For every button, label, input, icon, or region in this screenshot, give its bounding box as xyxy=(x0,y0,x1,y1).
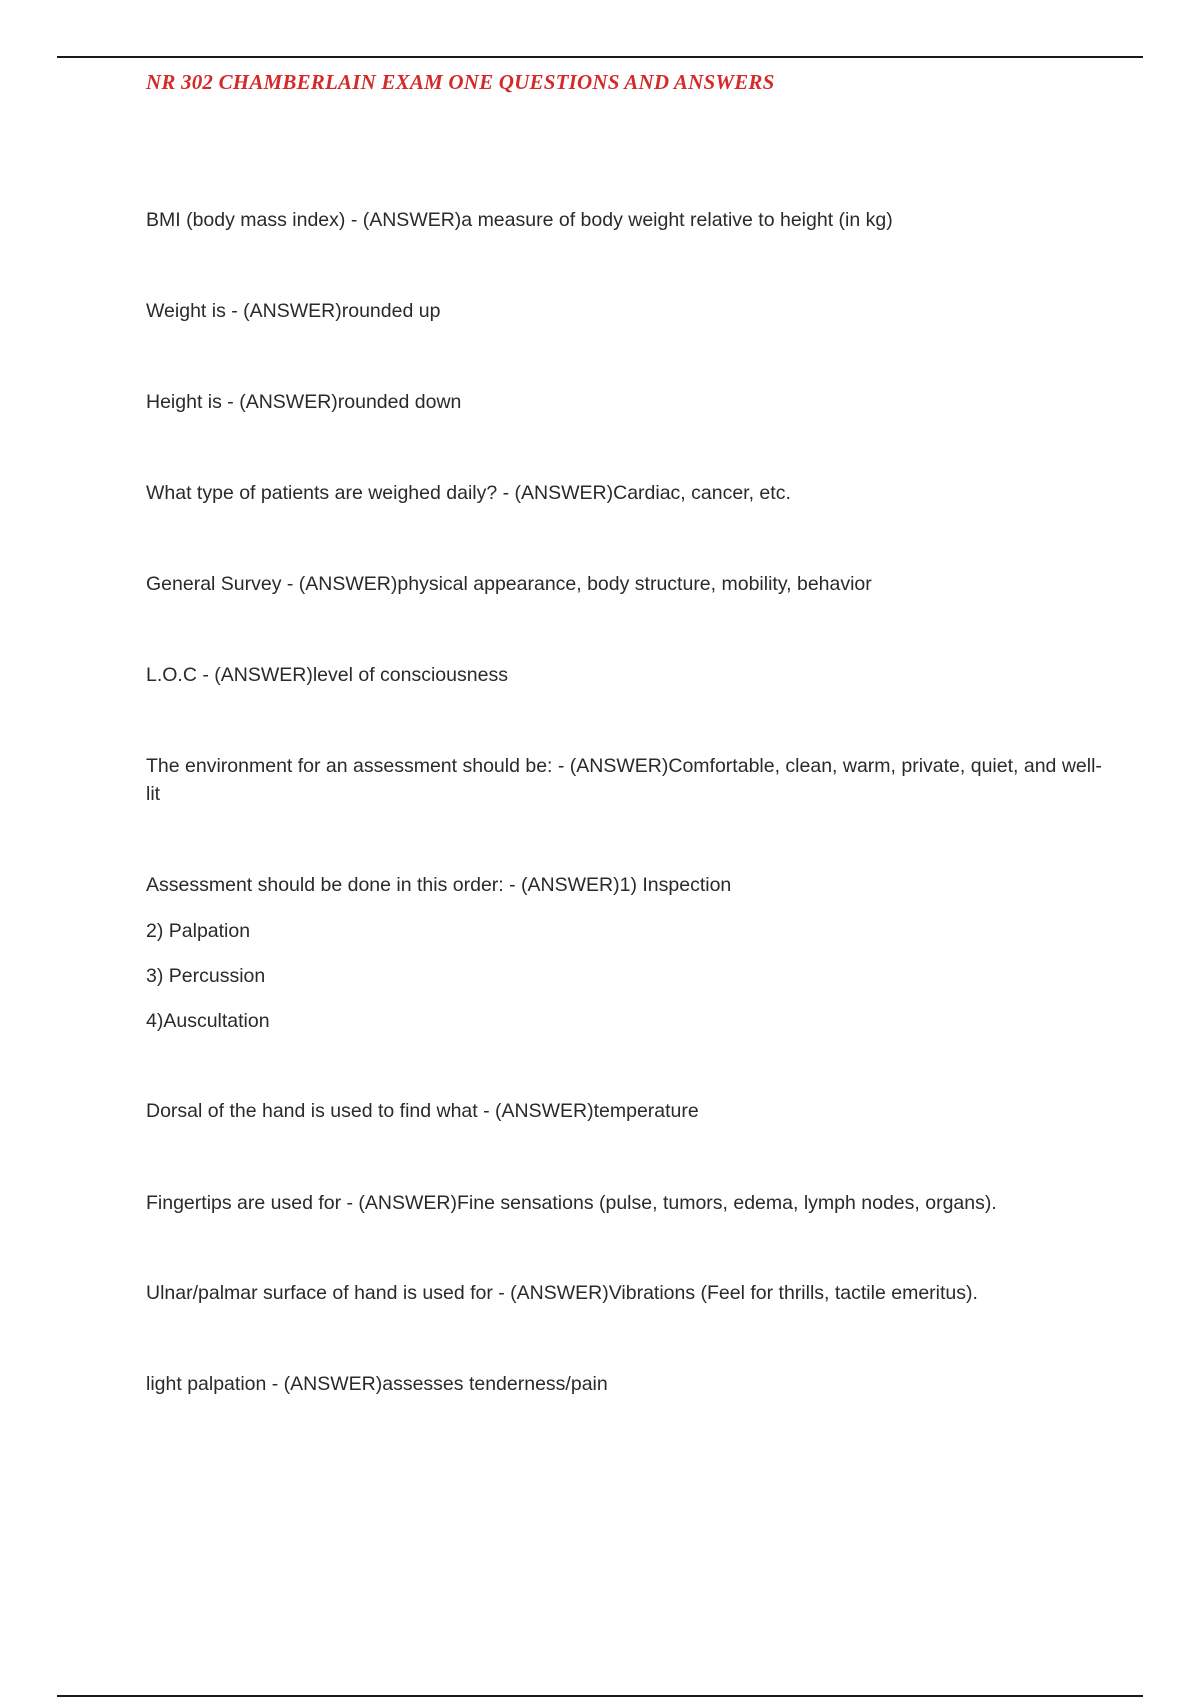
top-rule xyxy=(57,56,1143,58)
qa-entry-light-palpation: light palpation - (ANSWER)assesses tenderness/pain xyxy=(146,1373,608,1395)
qa-entry-height: Height is - (ANSWER)rounded down xyxy=(146,391,462,413)
qa-entry-ulnar-palmar: Ulnar/palmar surface of hand is used for - (ANSWER)Vibrations (Feel for thrills, tactile emeritus). xyxy=(146,1282,978,1304)
qa-entry-dorsal-hand: Dorsal of the hand is used to find what - (ANSWER)temperature xyxy=(146,1100,699,1122)
qa-entry-order-palpation: 2) Palpation xyxy=(146,920,251,942)
qa-entry-general-survey: General Survey - (ANSWER)physical appearance, body structure, mobility, behavior xyxy=(146,573,872,595)
qa-entry-assessment-order: Assessment should be done in this order: - (ANSWER)1) Inspection xyxy=(146,874,732,896)
qa-entry-weighed-daily: What type of patients are weighed daily? - (ANSWER)Cardiac, cancer, etc. xyxy=(146,482,791,504)
qa-entry-order-auscultation: 4)Auscultation xyxy=(146,1010,270,1032)
document-title: NR 302 CHAMBERLAIN EXAM ONE QUESTIONS AND ANSWERS xyxy=(146,70,775,94)
qa-entry-weight: Weight is - (ANSWER)rounded up xyxy=(146,300,441,322)
qa-entry-bmi: BMI (body mass index) - (ANSWER)a measure of body weight relative to height (in kg) xyxy=(146,209,893,231)
bottom-rule xyxy=(57,1695,1143,1697)
qa-entry-order-percussion: 3) Percussion xyxy=(146,965,266,987)
qa-entry-fingertips: Fingertips are used for - (ANSWER)Fine sensations (pulse, tumors, edema, lymph nodes, organs). xyxy=(146,1192,997,1214)
qa-entry-environment: The environment for an assessment should be: - (ANSWER)Comfortable, clean, warm, private, quiet, and well-lit xyxy=(146,755,1102,805)
qa-entry-loc: L.O.C - (ANSWER)level of consciousness xyxy=(146,664,508,686)
